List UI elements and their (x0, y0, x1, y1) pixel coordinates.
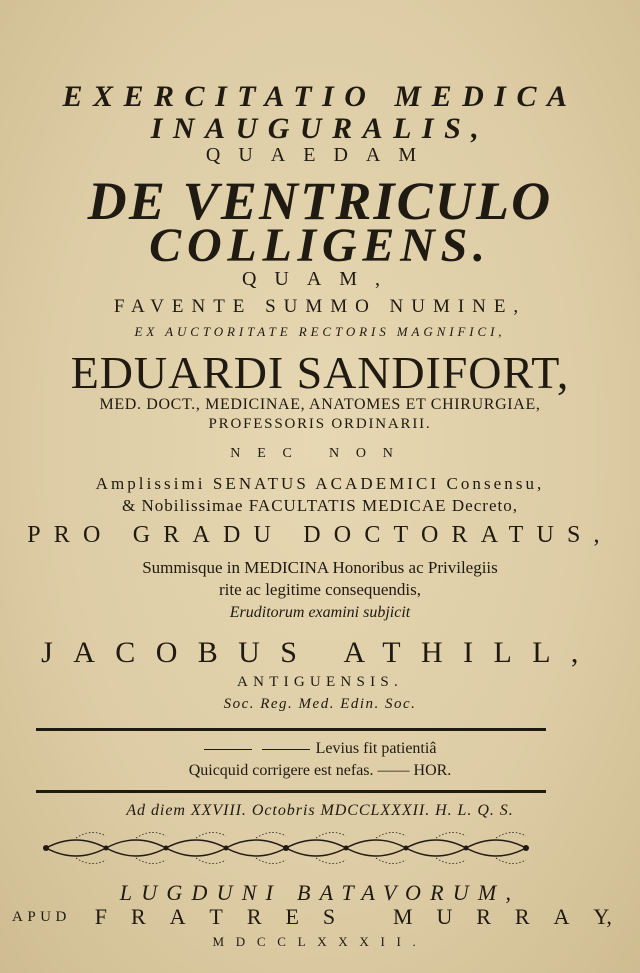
author-society: Soc. Reg. Med. Edin. Soc. (223, 696, 417, 712)
authority-line: EX AUCTORITATE RECTORIS MAGNIFICI, (134, 324, 506, 339)
motto-line-1 (0, 740, 640, 758)
imprint-apud: APUD (12, 909, 71, 925)
imprint-publisher-line (12, 904, 612, 930)
publisher-letter: T (209, 904, 223, 929)
title-line-quaedam: QUAEDAM (205, 144, 435, 166)
publisher-letter: E (285, 904, 299, 929)
imprint-year: MDCCLXXXII. (212, 934, 428, 949)
blessing-line: FAVENTE SUMMO NUMINE, (113, 296, 527, 317)
facultas-decree-line: & Nobilissimae FACULTATIS MEDICAE Decreto, (121, 496, 519, 515)
date-line: Ad diem XXVIII. Octobris MDCCLXXXII. H. L. Q. S. (126, 802, 514, 819)
purpose-line: PRO GRADU DOCTORATUS, (27, 522, 613, 548)
publisher-letter: A (169, 904, 186, 929)
title-line-colligens: COLLIGENS. (149, 219, 491, 272)
imprint-city: LUGDUNI BATAVORUM, (119, 880, 521, 905)
rector-rank: PROFESSORIS ORDINARII. (208, 416, 432, 432)
publisher-letter: Y, (593, 904, 612, 929)
motto-dash (262, 749, 310, 750)
author-origin: ANTIGUENSIS. (237, 674, 403, 690)
publisher-letter: U (436, 904, 453, 929)
motto-text-1: Levius fit patientiâ (315, 740, 437, 757)
publisher-letter: F (94, 904, 108, 929)
honors-line-1: Summisque in MEDICINA Honoribus ac Privilegiis (142, 558, 498, 577)
rector-name: EDUARDI SANDIFORT, (70, 347, 570, 398)
honors-line-3: Eruditorum examini subjicit (229, 604, 411, 621)
title-line-de-ventriculo: DE VENTRICULO (87, 171, 553, 231)
title-line-quam: QUAM, (241, 268, 399, 290)
publisher-letter: R (514, 904, 530, 929)
publisher-gap (359, 904, 369, 930)
honors-line-2: rite ac legitime consequendis, (218, 580, 422, 599)
title-line-exercitatio: EXERCITATIO MEDICA (62, 80, 578, 113)
publisher-letter: R (246, 904, 262, 929)
motto-line-2: Quicquid corrigere est nefas. —— HOR. (188, 762, 452, 779)
fleuron-ornament-band (36, 826, 546, 870)
title-line-inauguralis: INAUGURALIS, (150, 112, 490, 145)
publisher-letter: A (553, 904, 570, 929)
publisher-letter: S (322, 904, 336, 929)
publisher-letter: R (130, 904, 146, 929)
nec-non-line: NEC NON (230, 446, 410, 461)
motto-dash (204, 749, 252, 750)
senatus-consent-line: Amplissimi SENATUS ACADEMICI Consensu, (95, 474, 545, 493)
rector-titles: MED. DOCT., MEDICINAE, ANATOMES ET CHIRURGIAE, (99, 396, 541, 413)
publisher-letter: M (392, 904, 413, 929)
author-name: JACOBUS ATHILL, (41, 636, 599, 669)
publisher-letter: R (476, 904, 491, 929)
divider-rule-top (36, 728, 546, 731)
divider-rule-middle (36, 790, 546, 793)
